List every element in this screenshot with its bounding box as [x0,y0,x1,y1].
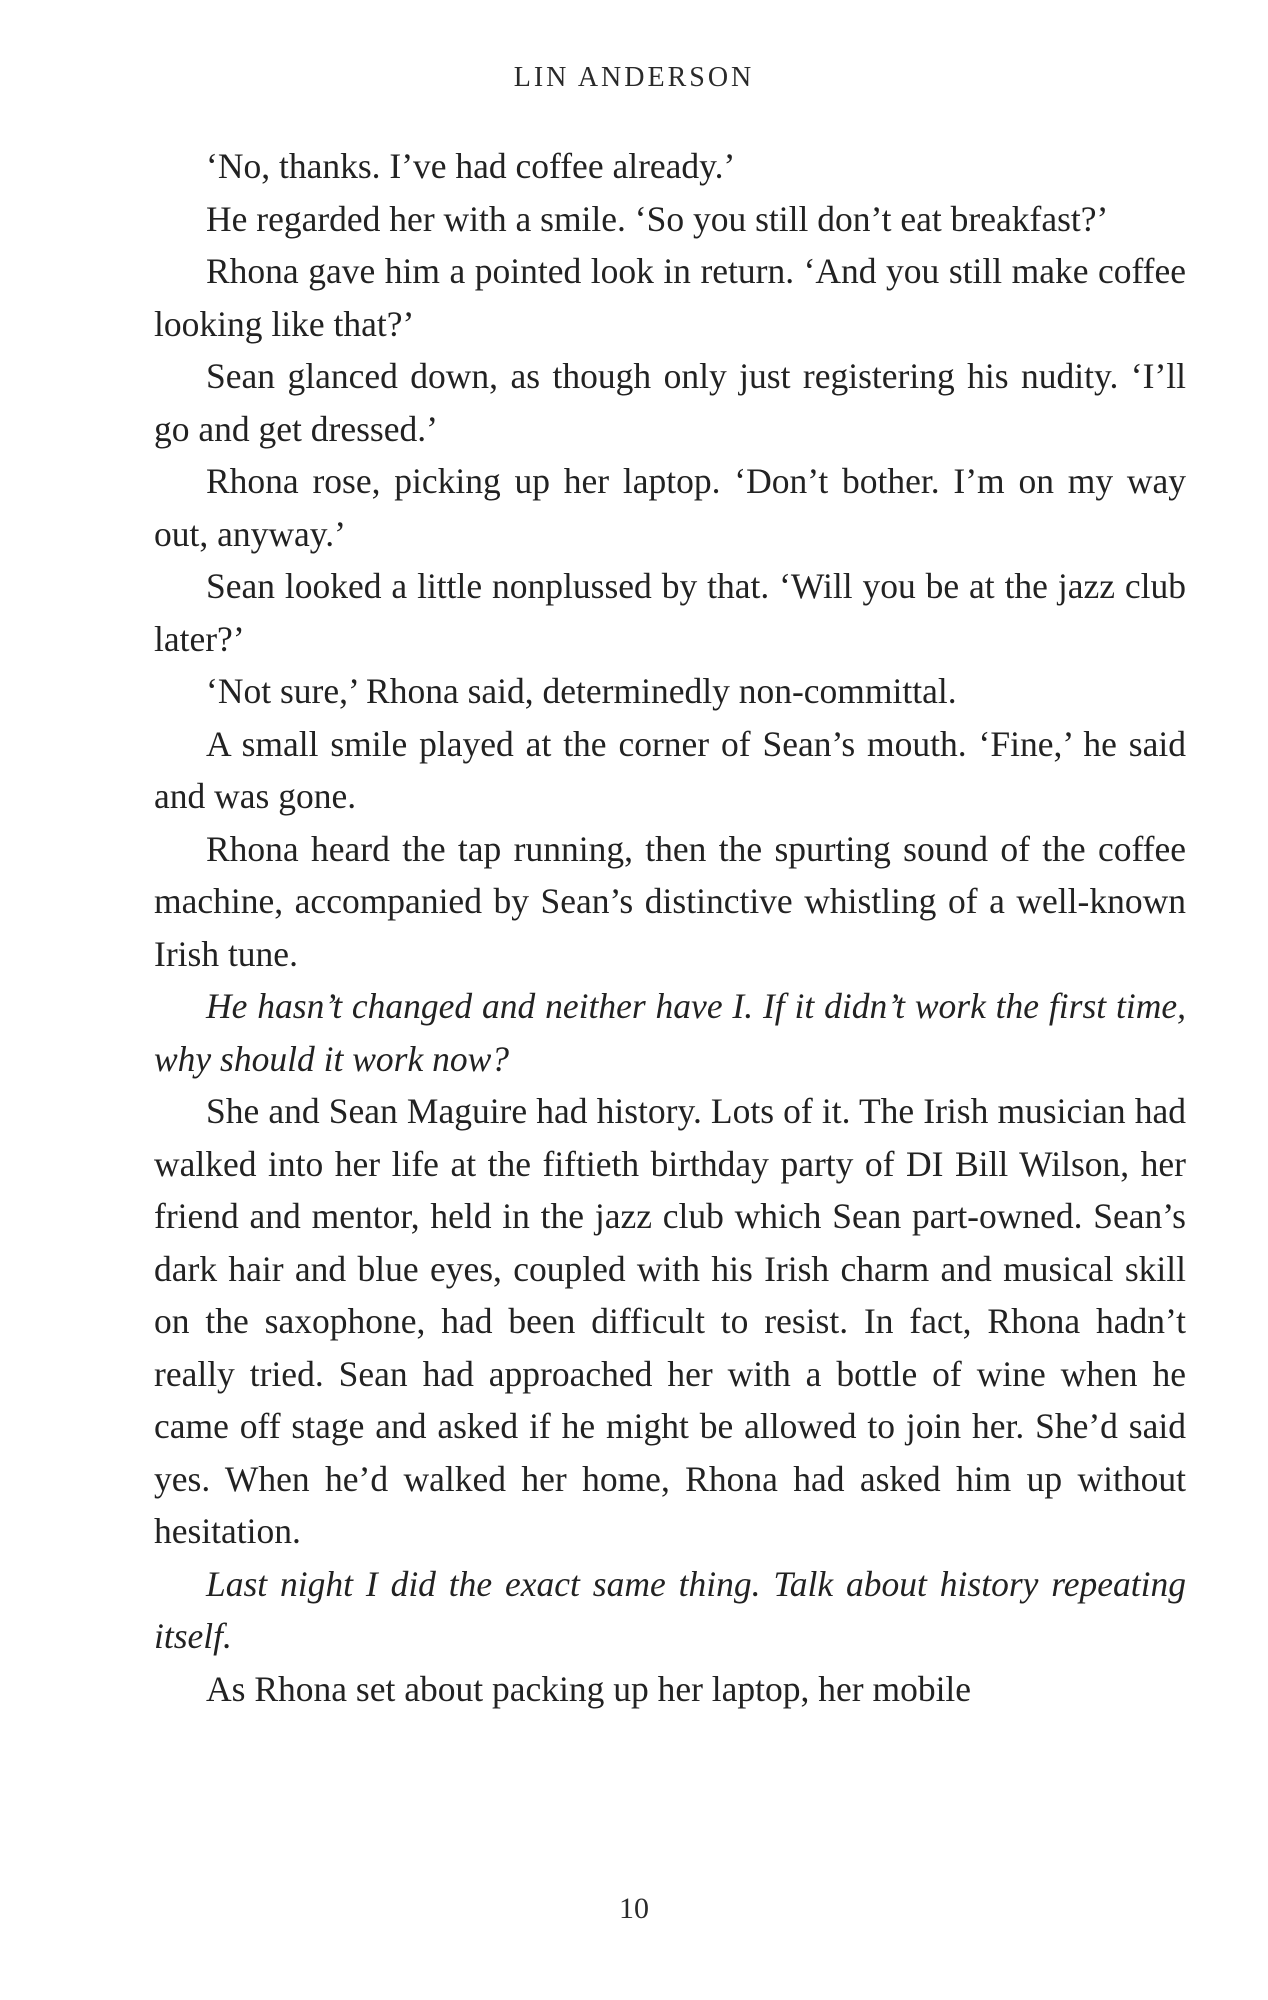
italic-thought-paragraph: He hasn’t changed and neither have I. If it didn’t work the first time, why should it work now? [154,986,1186,1079]
italic-thought-paragraph: Last night I did the exact same thing. Talk about history repeating itself. [154,1563,1186,1656]
paragraph: She and Sean Maguire had history. Lots of it. The Irish musician had walked into her life at the fiftieth birthday party of DI Bill Wilson, her friend and mentor, held in the jazz club which Sean part-owned. Sean’s dark hair and blue eyes, coupled with his Irish charm and musical skill on the saxophone, had been difficult to resist. In fact, Rhona hadn’t really tried. Sean had approached her with a bottle of wine when he came off stage and asked if he might be allowed to join her. She’d said yes. When he’d walked her home, Rhona had asked him up without hesitation. [154,1091,1186,1551]
paragraph: Rhona heard the tap running, then the spurting sound of the coffee machine, accompanied by Sean’s distinctive whistling of a well-known Irish tune. [154,828,1186,974]
paragraph: A small smile played at the corner of Sean’s mouth. ‘Fine,’ he said and was gone. [154,723,1186,816]
paragraph: Rhona rose, picking up her laptop. ‘Don’t bother. I’m on my way out, anyway.’ [154,461,1186,554]
paragraph: He regarded her with a smile. ‘So you still don’t eat breakfast?’ [206,198,1109,239]
paragraph: Sean glanced down, as though only just registering his nudity. ‘I’ll go and get dressed.’ [154,356,1186,449]
running-head: LIN ANDERSON [513,62,755,93]
body-text [154,140,1186,1715]
paragraph: ‘No, thanks. I’ve had coffee already.’ [206,146,736,186]
paragraph: As Rhona set about packing up her laptop, her mobile [206,1668,972,1709]
paragraph: Rhona gave him a pointed look in return. ‘And you still make coffee looking like that?’ [154,251,1186,344]
paragraph: ‘Not sure,’ Rhona said, determinedly non-committal. [206,671,957,711]
page-number: 10 [619,1892,649,1925]
paragraph: Sean looked a little nonplussed by that. ‘Will you be at the jazz club later?’ [154,566,1186,659]
